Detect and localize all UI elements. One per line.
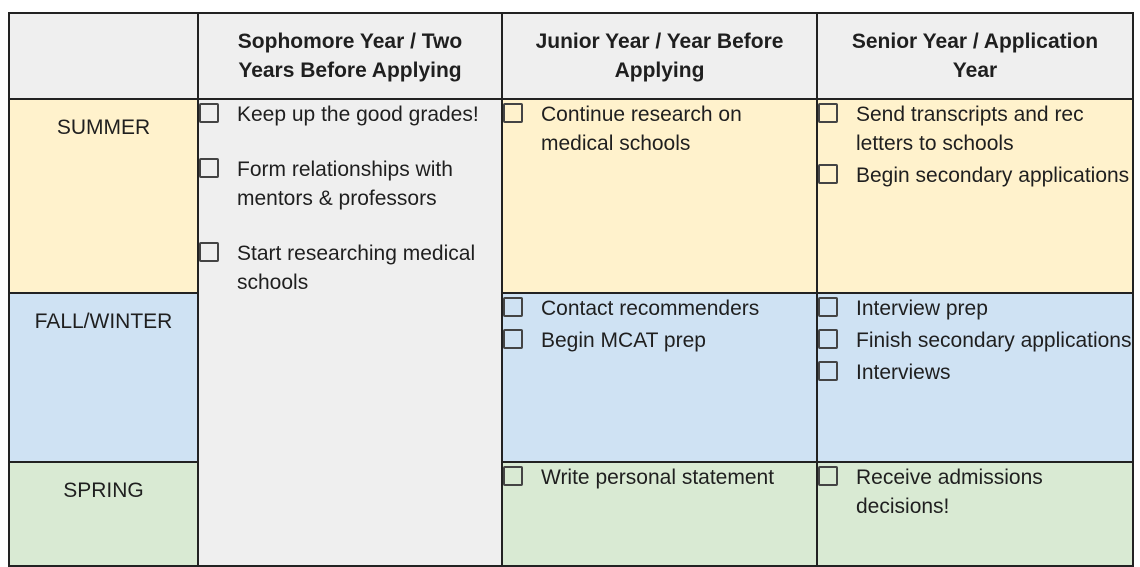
checkbox[interactable]	[818, 466, 838, 486]
checkbox[interactable]	[503, 329, 523, 349]
sophomore-checklist	[199, 100, 501, 297]
item-label: Continue research on medical schools	[541, 103, 742, 155]
header-corner	[9, 13, 198, 99]
senior-summer-checklist	[818, 100, 1132, 190]
list-item	[818, 326, 1132, 355]
senior-spring-cell	[817, 462, 1133, 566]
junior-spring-checklist	[503, 463, 816, 492]
checkbox[interactable]	[503, 297, 523, 317]
junior-fall-cell	[502, 293, 817, 462]
list-item	[503, 294, 816, 323]
junior-summer-checklist	[503, 100, 816, 158]
sophomore-cell	[198, 99, 502, 566]
senior-spring-checklist	[818, 463, 1132, 521]
junior-fall-checklist	[503, 294, 816, 355]
season-spring: SPRING	[9, 462, 198, 566]
senior-summer-cell	[817, 99, 1133, 293]
header-senior: Senior Year / Application Year	[817, 13, 1133, 99]
item-label: Begin secondary applications	[856, 164, 1130, 187]
header-sophomore: Sophomore Year / Two Years Before Applying	[198, 13, 502, 99]
checkbox[interactable]	[199, 103, 219, 123]
list-item	[818, 161, 1132, 190]
list-item	[503, 326, 816, 355]
checkbox[interactable]	[503, 466, 523, 486]
list-item	[199, 239, 501, 297]
season-fall-winter: FALL/WINTER	[9, 293, 198, 462]
list-item	[818, 294, 1132, 323]
list-item	[503, 100, 816, 158]
checkbox[interactable]	[503, 103, 523, 123]
junior-spring-cell	[502, 462, 817, 566]
item-label: Receive admissions decisions!	[856, 466, 1043, 518]
checkbox[interactable]	[818, 103, 838, 123]
item-label: Send transcripts and rec letters to schools	[856, 103, 1084, 155]
checkbox[interactable]	[818, 297, 838, 317]
checkbox[interactable]	[199, 242, 219, 262]
list-item	[199, 155, 501, 213]
list-item	[503, 463, 816, 492]
header-junior: Junior Year / Year Before Applying	[502, 13, 817, 99]
senior-fall-cell	[817, 293, 1133, 462]
junior-summer-cell	[502, 99, 817, 293]
item-label: Form relationships with mentors & professors	[237, 158, 453, 210]
item-label: Start researching medical schools	[237, 242, 476, 294]
timeline-table	[8, 12, 1134, 567]
list-item	[818, 463, 1132, 521]
season-summer: SUMMER	[9, 99, 198, 293]
item-label: Begin MCAT prep	[541, 329, 706, 352]
checkbox[interactable]	[818, 361, 838, 381]
checkbox[interactable]	[199, 158, 219, 178]
checkbox[interactable]	[818, 329, 838, 349]
item-label: Finish secondary applications	[856, 329, 1132, 352]
list-item	[199, 100, 501, 129]
item-label: Write personal statement	[541, 466, 775, 489]
header-row	[9, 13, 1133, 99]
row-summer	[9, 99, 1133, 293]
item-label: Keep up the good grades!	[237, 103, 479, 126]
checkbox[interactable]	[818, 164, 838, 184]
row-spring	[9, 462, 1133, 566]
item-label: Interviews	[856, 361, 951, 384]
item-label: Contact recommenders	[541, 297, 760, 320]
senior-fall-checklist	[818, 294, 1132, 387]
row-fall-winter	[9, 293, 1133, 462]
list-item	[818, 100, 1132, 158]
item-label: Interview prep	[856, 297, 988, 320]
list-item	[818, 358, 1132, 387]
